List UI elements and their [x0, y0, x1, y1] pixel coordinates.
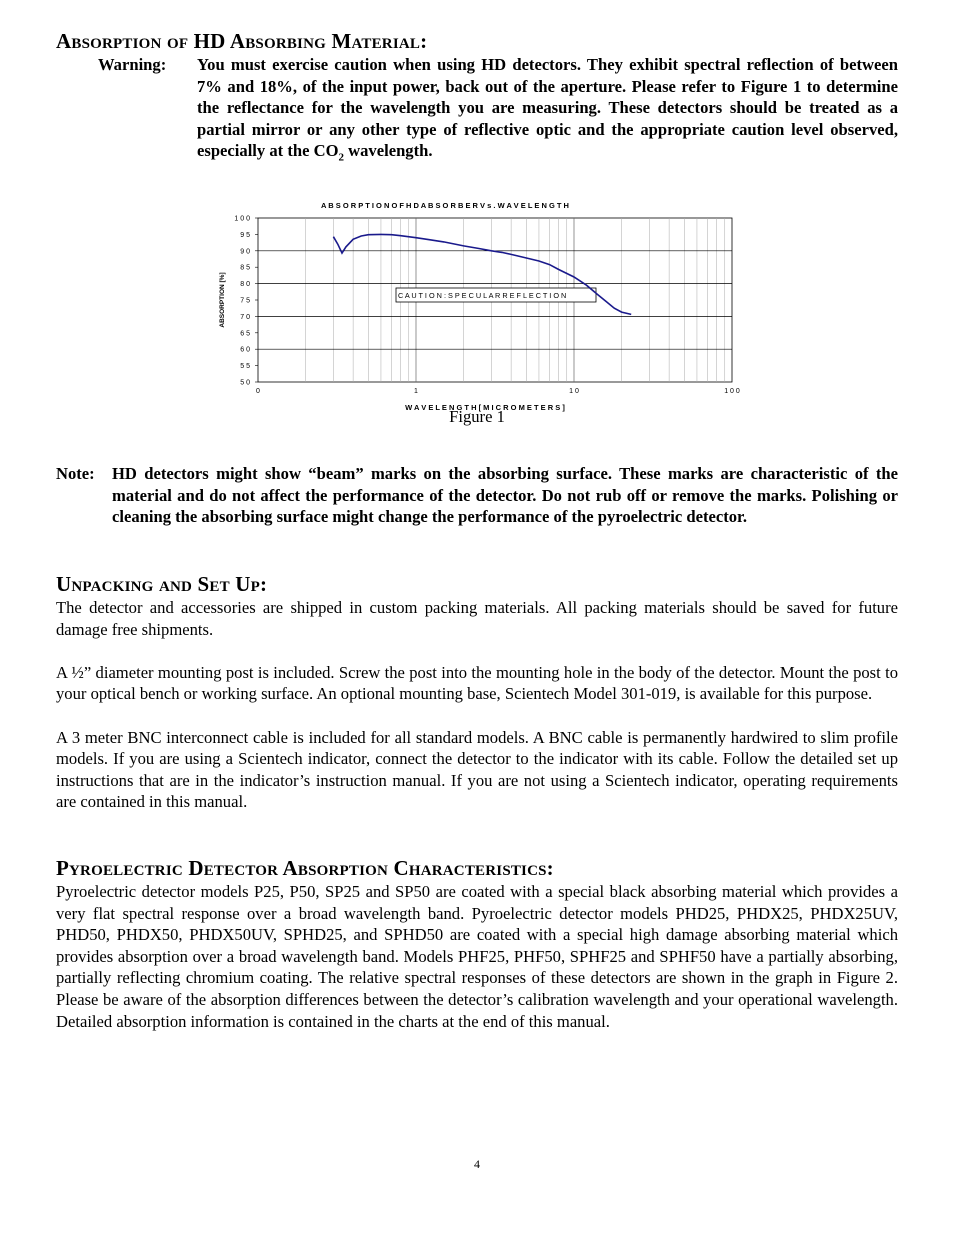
- y-tick-label: 9 0: [240, 248, 250, 256]
- x-axis-label: W A V E L E N G T H [ M I C R O M E T E R S ]: [405, 403, 565, 413]
- y-tick-label: 6 0: [240, 346, 250, 354]
- note-text: HD detectors might show “beam” marks on the absorbing surface. These marks are characteristic of the material and do not affect the performance of the detector. Do not rub off or remove the marks. Polishing or cleaning the absorbing surface might change the performance of the pyroelectric detector.: [112, 464, 898, 527]
- warning-text-end: wavelength.: [344, 141, 433, 161]
- x-tick-label: 1: [414, 388, 418, 396]
- x-tick-label: 0: [256, 388, 260, 396]
- x-tick-label: 1 0 0: [724, 388, 740, 396]
- section-heading-characteristics: Pyroelectric Detector Absorption Characteristics:: [56, 856, 554, 880]
- unpacking-paragraph-1: The detector and accessories are shipped in custom packing materials. All packing materials should be saved for future damage free shipments.: [56, 598, 898, 639]
- warning-text-main: You must exercise caution when using HD detectors. They exhibit spectral reflection of between 7% and 18%, of the input power, back out of the aperture. Please refer to Figure 1 to determine the reflectance for the wavelength you are measuring. These detectors should be treated as a partial mirror or any other type of reflective optic and the appropriate caution level observed, especially at the CO: [197, 55, 898, 161]
- y-tick-label: 7 5: [240, 297, 250, 305]
- figure-caption: Figure 1: [449, 407, 505, 427]
- note-label: Note:: [56, 464, 95, 484]
- section-heading-absorption: Absorption of HD Absorbing Material:: [56, 29, 428, 53]
- characteristics-paragraph: Pyroelectric detector models P25, P50, SP25 and SP50 are coated with a special black absorbing material which provides a very flat spectral response over a broad wavelength band. Pyroelectric detector models PHD25, PHDX25, PHDX25UV, PHD50, PHDX50, PHDX50UV, SPHD25, and SPHD50 are coated with a special high damage absorbing material which provides absorption over a broad wavelength band. Models PHF25, PHF50, SPHF25 and SPHF50 have a partially absorbing, partially reflecting chromium coating. The relative spectral responses of these detectors are shown in the graph in Figure 2. Please be aware of the absorption differences between the detector’s calibration wavelength and your operational wavelength. Detailed absorption information is contained in the charts at the end of this manual.: [56, 882, 898, 1031]
- figure-1: [56, 193, 898, 461]
- chart-title: A B S O R P T I O N O F H D A B S O R B E R V s . W A V E L E N G T H: [321, 201, 569, 211]
- y-tick-label: 5 0: [240, 379, 250, 387]
- warning-subscript: 2: [338, 151, 344, 164]
- caution-label: C A U T I O N : S P E C U L A R R E F L E C T I O N: [398, 291, 567, 301]
- y-axis-label: ABSORPTION [%]: [219, 272, 226, 328]
- unpacking-paragraph-2: A ½” diameter mounting post is included. Screw the post into the mounting hole in the body of the detector. Mount the post to your optical bench or working surface. An optional mounting base, Scientech Model 301-019, is available for this purpose.: [56, 662, 898, 704]
- document-page: [56, 28, 898, 1032]
- y-tick-label: 8 0: [240, 281, 250, 289]
- note-block: [56, 463, 898, 528]
- x-tick-label: 1 0: [569, 388, 579, 396]
- section-heading-unpacking: Unpacking and Set Up:: [56, 572, 268, 597]
- y-tick-label: 5 5: [240, 363, 250, 371]
- warning-label: Warning:: [98, 55, 167, 74]
- y-tick-label: 8 5: [240, 264, 250, 272]
- warning-block: [56, 54, 898, 169]
- y-tick-label: 6 5: [240, 330, 250, 338]
- absorption-chart: [206, 193, 766, 413]
- y-tick-label: 9 5: [240, 232, 250, 240]
- y-tick-label: 1 0 0: [234, 215, 250, 223]
- warning-text: [197, 54, 898, 169]
- y-tick-label: 7 0: [240, 314, 250, 322]
- page-number: 4: [474, 1157, 480, 1171]
- unpacking-paragraph-3: A 3 meter BNC interconnect cable is included for all standard models. A BNC cable is permanently hardwired to slim profile models. If you are using a Scientech indicator, connect the detector to the indicator with its cable. Follow the detailed set up instructions that are in the indicator’s instruction manual. If you are not using a Scientech indicator, operating requirements are contained in this manual.: [56, 727, 898, 812]
